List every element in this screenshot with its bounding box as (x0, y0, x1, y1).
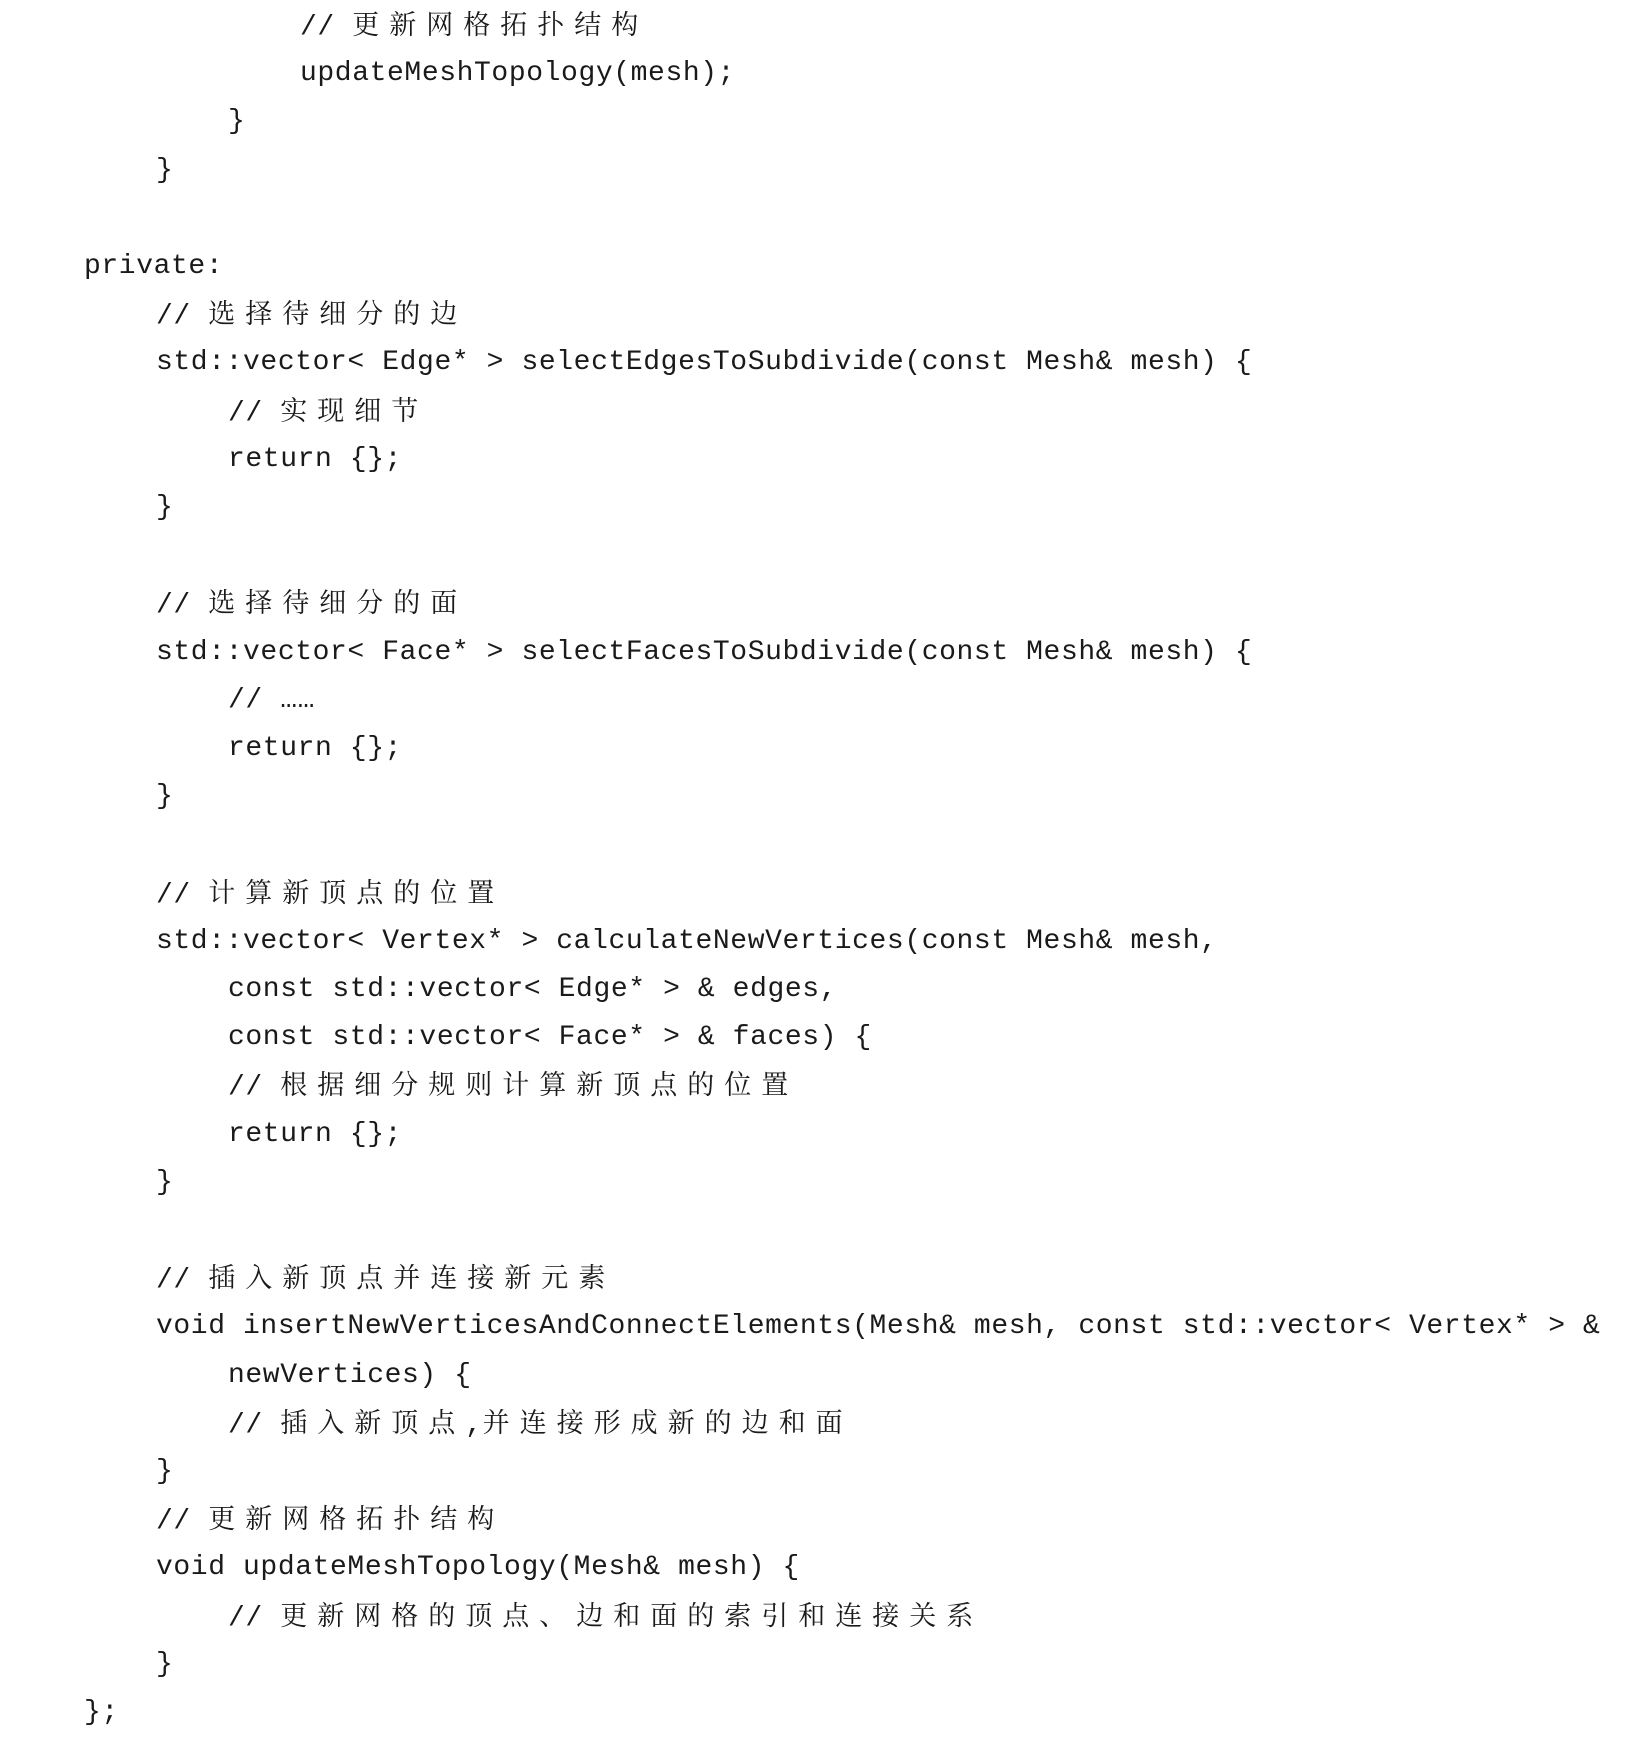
code-comment-line: // 更新网格拓扑结构 (156, 1504, 505, 1538)
code-line: const std::vector< Face* > & faces) { (228, 1022, 872, 1054)
code-line: return {}; (228, 1118, 403, 1150)
code-line: }; (84, 1697, 119, 1728)
code-comment-line: // 根据细分规则计算新顶点的位置 (228, 1070, 799, 1104)
code-comment-line: // 实现细节 (228, 395, 429, 429)
code-line: std::vector< Face* > selectFacesToSubdivide(const Mesh& mesh) { (156, 636, 1253, 668)
code-comment-line: // 更新网格的顶点、边和面的索引和连接关系 (228, 1600, 984, 1634)
code-line: return {}; (228, 443, 403, 475)
code-line: } (156, 1456, 174, 1487)
code-comment-line: // 插入新顶点,并连接形成新的边和面 (228, 1407, 853, 1441)
code-line: updateMeshTopology(mesh); (300, 58, 736, 90)
code-line: void updateMeshTopology(Mesh& mesh) { (156, 1552, 800, 1584)
code-line: const std::vector< Edge* > & edges, (228, 974, 838, 1005)
code-line: } (228, 106, 246, 138)
code-line: } (156, 781, 174, 813)
code-line: void insertNewVerticesAndConnectElements(Mesh& mesh, const std::vector< Vertex* > & (156, 1311, 1601, 1343)
code-line: } (156, 154, 174, 186)
code-line: } (156, 1648, 174, 1680)
code-line: } (156, 1166, 174, 1198)
code-line: std::vector< Edge* > selectEdgesToSubdivide(const Mesh& mesh) { (156, 347, 1253, 379)
code-line: newVertices) { (228, 1359, 472, 1391)
code-comment-line: // 插入新顶点并连接新元素 (156, 1263, 616, 1297)
code-line: private: (84, 251, 224, 282)
code-comment-line: // …… (228, 684, 316, 716)
code-line: return {}; (228, 733, 403, 764)
code-comment-line: // 更新网格拓扑结构 (300, 10, 649, 43)
code-comment-line: // 计算新顶点的位置 (156, 877, 505, 911)
code-comment-line: // 选择待细分的面 (156, 588, 468, 622)
code-line: std::vector< Vertex* > calculateNewVertices(const Mesh& mesh, (156, 925, 1218, 957)
code-comment-line: // 选择待细分的边 (156, 299, 468, 333)
code-line: } (156, 492, 174, 523)
